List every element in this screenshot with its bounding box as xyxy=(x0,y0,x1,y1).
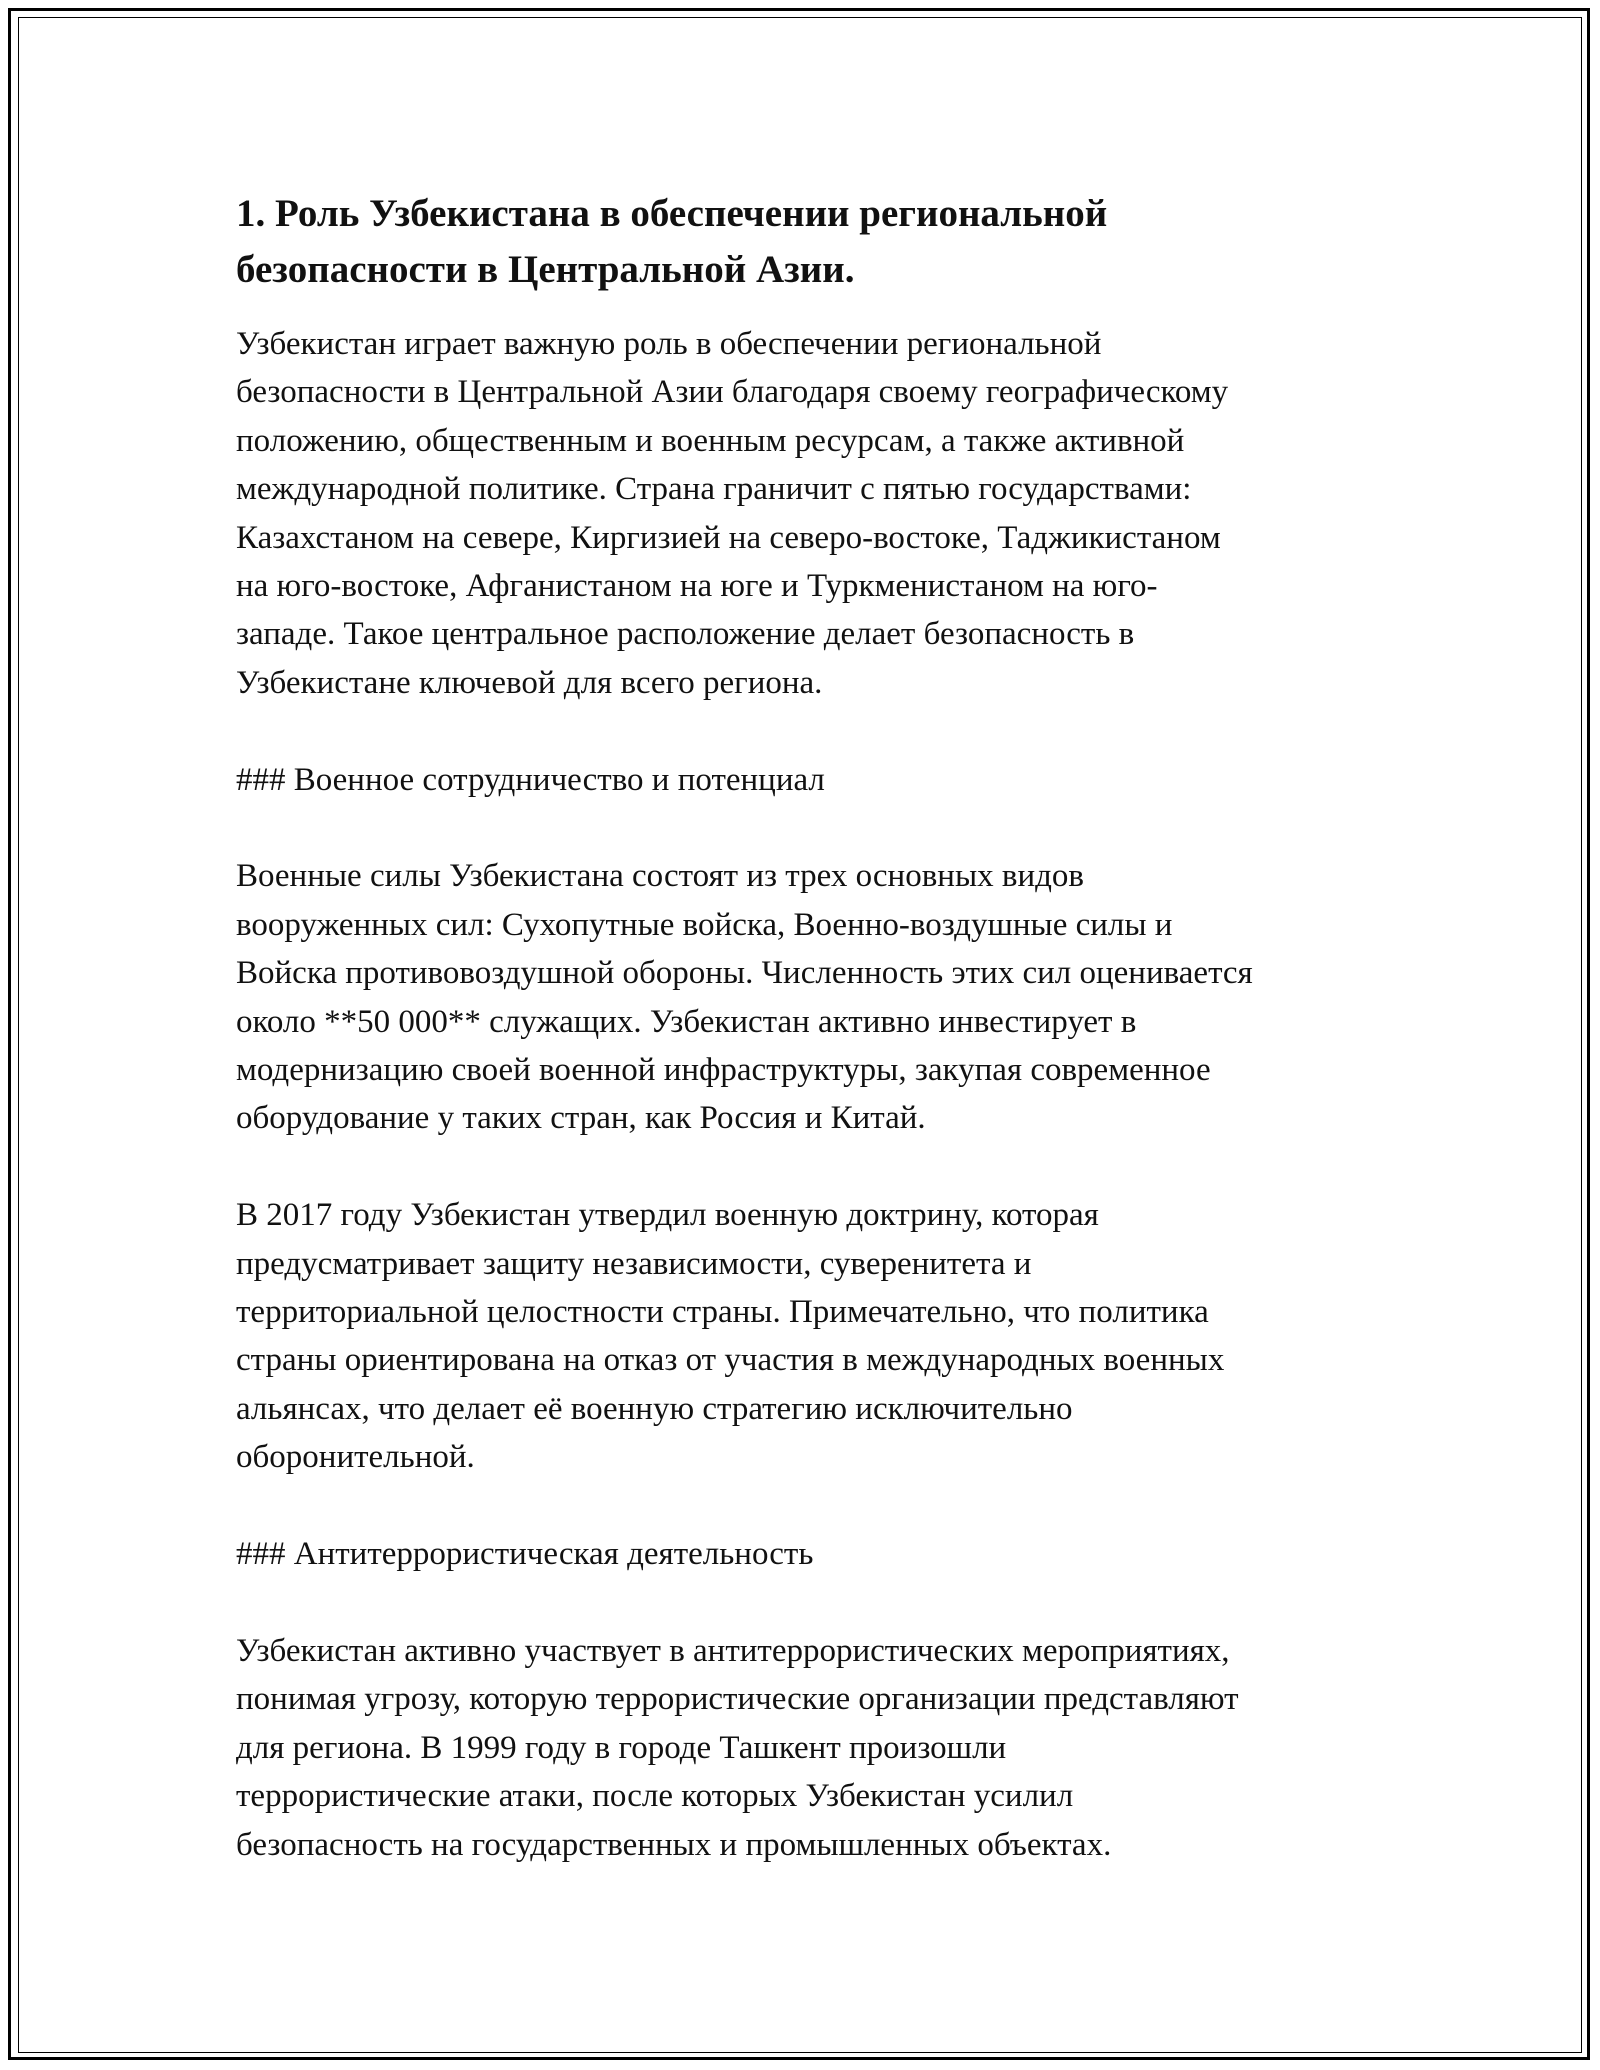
text-line: Узбекистане ключевой для всего региона. xyxy=(236,664,823,701)
text-line: Военные силы Узбекистана состоят из трех основных видов xyxy=(236,858,1084,895)
text-line: оборонительной. xyxy=(236,1439,475,1476)
text-line: понимая угрозу, которую террористические организации представляют xyxy=(236,1681,1239,1718)
subheading-antiterror xyxy=(236,1530,1376,1578)
document-body xyxy=(236,186,1376,1869)
text-line: В 2017 году Узбекистан утвердил военную доктрину, которая xyxy=(236,1197,1099,1234)
text-line: оборудование у таких стран, как Россия и Китай. xyxy=(236,1100,926,1137)
text-line: на юго-востоке, Афганистаном на юге и Туркменистаном на юго- xyxy=(236,568,1158,605)
text-line: ### Военное сотрудничество и потенциал xyxy=(236,761,825,798)
text-line: территориальной целостности страны. Примечательно, что политика xyxy=(236,1294,1209,1331)
paragraph-gap xyxy=(236,1579,1376,1627)
text-line: Узбекистан играет важную роль в обеспечении региональной xyxy=(236,326,1102,362)
paragraph-military-forces xyxy=(236,852,1376,1142)
text-line: вооруженных сил: Сухопутные войска, Военно-воздушные силы и xyxy=(236,906,1173,943)
text-line: Казахстаном на севере, Киргизией на северо-востоке, Таджикистаном xyxy=(236,519,1221,556)
text-line: западе. Такое центральное расположение делает безопасность в xyxy=(236,616,1135,653)
text-line: Узбекистан активно участвует в антитеррористических мероприятиях, xyxy=(236,1632,1230,1669)
paragraph-intro xyxy=(236,320,1376,707)
text-line: безопасность на государственных и промышленных объектах. xyxy=(236,1826,1112,1863)
text-line: Войска противовоздушной обороны. Численность этих сил оценивается xyxy=(236,955,1253,992)
text-line: для региона. В 1999 году в городе Ташкент произошли xyxy=(236,1729,1007,1766)
subheading-military xyxy=(236,756,1376,804)
paragraph-military-doctrine xyxy=(236,1191,1376,1481)
text-line: международной политике. Страна граничит с пятью государствами: xyxy=(236,471,1192,508)
text-line: страны ориентирована на отказ от участия в международных военных xyxy=(236,1342,1225,1379)
text-line: безопасности в Центральной Азии благодаря своему географическому xyxy=(236,374,1229,411)
text-line: ### Антитеррористическая деятельность xyxy=(236,1536,814,1573)
text-line: модернизацию своей военной инфраструктуры, закупая современное xyxy=(236,1052,1211,1089)
paragraph-gap xyxy=(236,1482,1376,1530)
text-line: положению, общественным и военным ресурсам, а также активной xyxy=(236,422,1185,459)
title-line: 1. Роль Узбекистана в обеспечении региональной xyxy=(236,192,1108,235)
paragraph-antiterror xyxy=(236,1627,1376,1869)
text-line: альянсах, что делает её военную стратегию исключительно xyxy=(236,1390,1073,1427)
title-line: безопасности в Центральной Азии. xyxy=(236,248,855,291)
paragraph-gap xyxy=(236,804,1376,852)
text-line: около **50 000** служащих. Узбекистан активно инвестирует в xyxy=(236,1003,1137,1040)
paragraph-gap xyxy=(236,707,1376,755)
text-line: предусматривает защиту независимости, суверенитета и xyxy=(236,1245,1032,1282)
paragraph-gap xyxy=(236,1143,1376,1191)
document-title xyxy=(236,186,1376,298)
text-line: террористические атаки, после которых Узбекистан усилил xyxy=(236,1778,1074,1815)
